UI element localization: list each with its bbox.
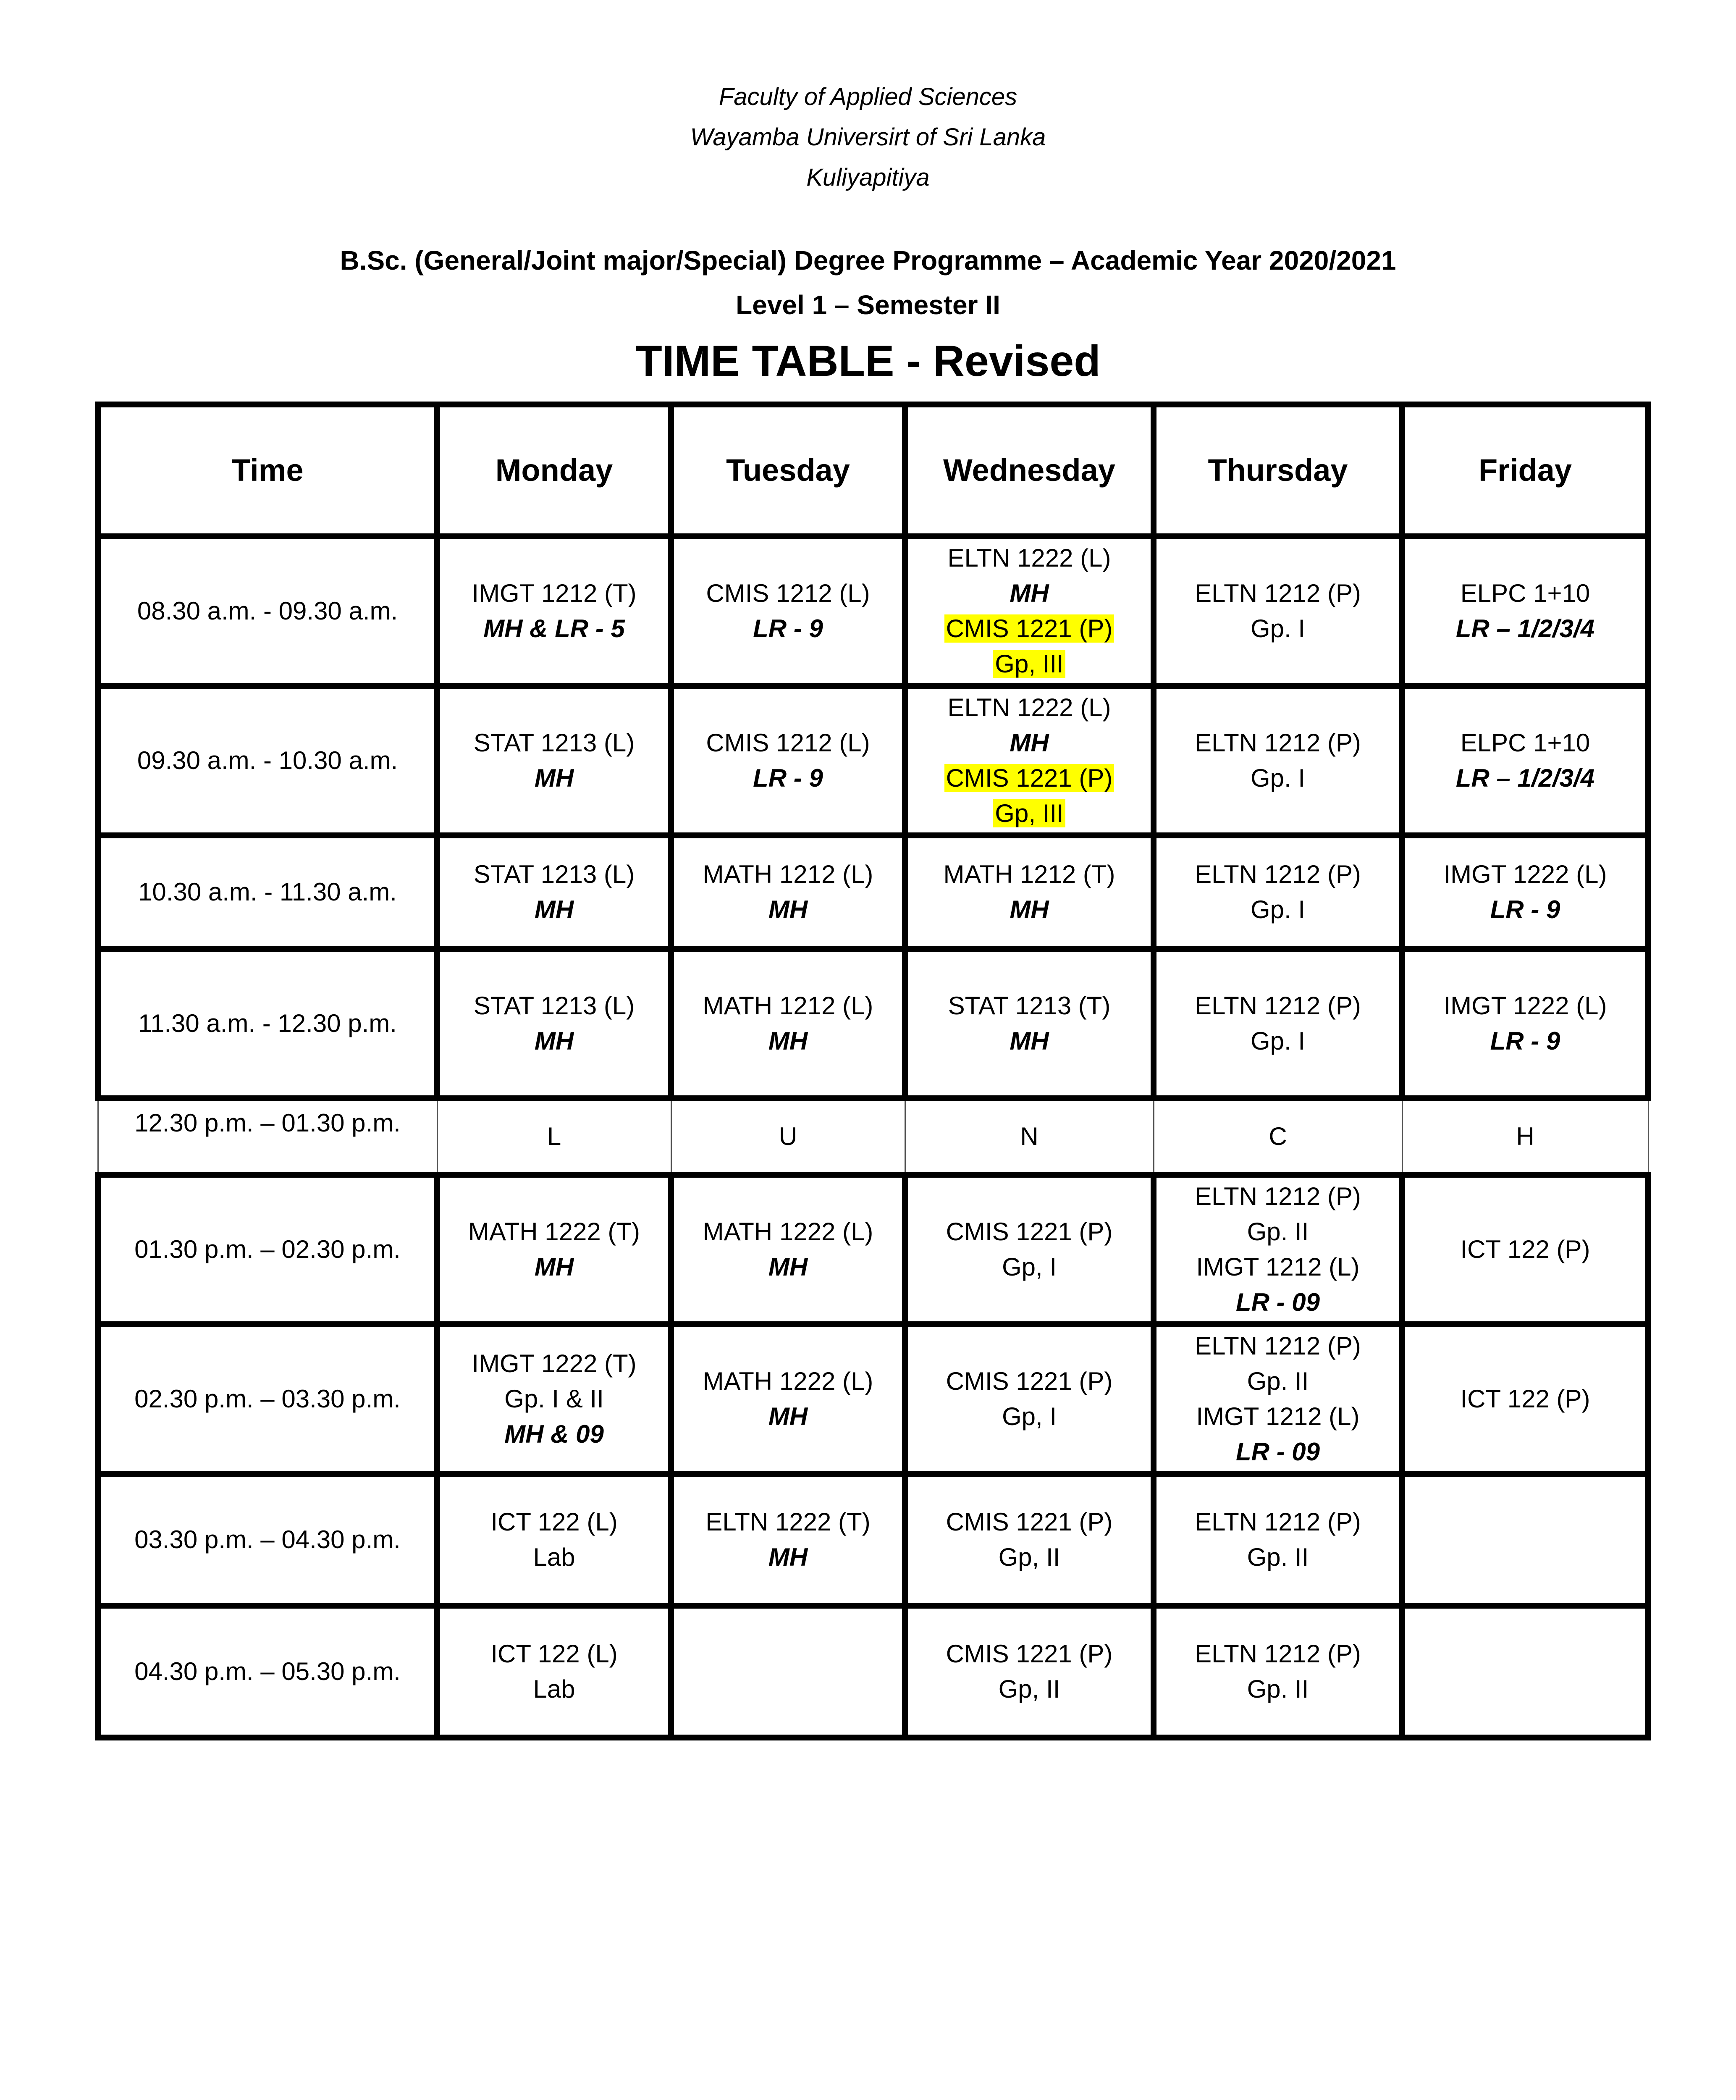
class-cell-wednesday: [905, 1324, 1154, 1474]
lunch-letter: U: [671, 1098, 905, 1175]
class-cell-monday: [437, 835, 671, 949]
column-header-time: Time: [98, 404, 437, 536]
room-label: MH: [768, 1402, 808, 1431]
room-label: MH: [534, 1027, 574, 1055]
class-cell-thursday: [1154, 1324, 1402, 1474]
course-line: IMGT 1212 (L): [1196, 1402, 1360, 1431]
lunch-time-slot: 12.30 p.m. – 01.30 p.m.: [98, 1098, 437, 1175]
course-line: ICT 122 (P): [1460, 1385, 1590, 1413]
course-line: ELTN 1212 (P): [1195, 992, 1361, 1020]
class-cell-wednesday: [905, 1175, 1154, 1324]
class-cell-thursday: [1154, 1606, 1402, 1738]
class-cell-tuesday: [671, 1474, 905, 1606]
column-header-monday: Monday: [437, 404, 671, 536]
room-label: MH: [1010, 579, 1049, 607]
course-line: Lab: [533, 1543, 575, 1571]
university-name: Wayamba Universirt of Sri Lanka: [690, 123, 1046, 151]
time-slot: 08.30 a.m. - 09.30 a.m.: [98, 536, 437, 686]
course-line: ELTN 1222 (L): [947, 544, 1111, 572]
room-label: LR - 9: [753, 764, 823, 792]
course-line: Gp. I: [1250, 895, 1306, 924]
course-line: IMGT 1222 (L): [1443, 992, 1607, 1020]
course-line: ICT 122 (L): [490, 1508, 618, 1536]
course-line: IMGT 1222 (T): [472, 1349, 637, 1378]
course-line: ELPC 1+10: [1460, 579, 1590, 607]
course-line: CMIS 1212 (L): [706, 579, 870, 607]
class-cell-thursday: [1154, 686, 1402, 835]
time-slot: 04.30 p.m. – 05.30 p.m.: [98, 1606, 437, 1738]
course-line: CMIS 1212 (L): [706, 729, 870, 757]
course-line: Lab: [533, 1675, 575, 1703]
room-label: MH: [1010, 895, 1049, 924]
class-cell-tuesday: [671, 949, 905, 1098]
room-label: MH: [768, 1027, 808, 1055]
class-cell-thursday: [1154, 1474, 1402, 1606]
course-line: STAT 1213 (T): [948, 992, 1111, 1020]
course-line: Gp, II: [998, 1675, 1060, 1703]
course-line: Gp. I: [1250, 614, 1306, 643]
course-line: CMIS 1221 (P): [944, 614, 1115, 643]
class-cell-wednesday: [905, 835, 1154, 949]
room-label: MH & 09: [504, 1420, 604, 1448]
course-line: STAT 1213 (L): [473, 860, 635, 888]
time-slot: 03.30 p.m. – 04.30 p.m.: [98, 1474, 437, 1606]
course-line: ICT 122 (L): [490, 1640, 618, 1668]
course-line: ELTN 1212 (P): [1195, 579, 1361, 607]
course-line: CMIS 1221 (P): [944, 764, 1115, 792]
class-cell-tuesday: [671, 536, 905, 686]
timetable-row: [98, 949, 1648, 1098]
class-cell-monday: [437, 1474, 671, 1606]
class-cell-tuesday: [671, 835, 905, 949]
class-cell-tuesday: [671, 686, 905, 835]
timetable-header-row: [98, 404, 1648, 536]
course-line: Gp. II: [1247, 1218, 1309, 1246]
class-cell-monday: [437, 536, 671, 686]
course-line: Gp. I & II: [504, 1385, 604, 1413]
course-line: ELTN 1212 (P): [1195, 1332, 1361, 1360]
class-cell-thursday: [1154, 1175, 1402, 1324]
faculty-name: Faculty of Applied Sciences: [719, 83, 1017, 110]
course-line: ELTN 1222 (L): [947, 693, 1111, 722]
class-cell-monday: [437, 1606, 671, 1738]
class-cell-monday: [437, 1324, 671, 1474]
class-cell-tuesday: [671, 1175, 905, 1324]
course-line: MATH 1212 (L): [703, 860, 873, 888]
course-line: Gp, III: [993, 799, 1065, 827]
room-label: MH: [534, 764, 574, 792]
course-line: Gp. II: [1247, 1367, 1309, 1395]
column-header-friday: Friday: [1402, 404, 1648, 536]
course-line: MATH 1222 (L): [703, 1367, 873, 1395]
page-title: TIME TABLE - Revised: [635, 337, 1101, 386]
course-line: ICT 122 (P): [1460, 1235, 1590, 1263]
time-slot: 09.30 a.m. - 10.30 a.m.: [98, 686, 437, 835]
timetable-row: [98, 686, 1648, 835]
room-label: LR - 09: [1235, 1288, 1320, 1316]
class-cell-wednesday: [905, 1606, 1154, 1738]
course-line: ELTN 1212 (P): [1195, 1640, 1361, 1668]
class-cell-friday: [1402, 536, 1648, 686]
course-line: Gp. II: [1247, 1543, 1309, 1571]
class-cell-friday: [1402, 1175, 1648, 1324]
class-cell-friday: [1402, 949, 1648, 1098]
class-cell-monday: [437, 949, 671, 1098]
room-label: LR - 09: [1235, 1438, 1320, 1466]
room-label: LR – 1/2/3/4: [1455, 764, 1595, 792]
room-label: LR - 9: [753, 614, 823, 643]
level-semester: Level 1 – Semester II: [736, 290, 1000, 320]
course-line: MATH 1222 (L): [703, 1218, 873, 1246]
class-cell-monday: [437, 1175, 671, 1324]
class-cell-wednesday: [905, 949, 1154, 1098]
lunch-letter: C: [1154, 1098, 1402, 1175]
timetable-row: [98, 1474, 1648, 1606]
class-cell-wednesday: [905, 536, 1154, 686]
room-label: MH: [534, 895, 574, 924]
timetable-row: [98, 1324, 1648, 1474]
course-line: Gp, III: [993, 650, 1065, 678]
lunch-letter: L: [437, 1098, 671, 1175]
course-line: Gp. II: [1247, 1675, 1309, 1703]
course-line: ELTN 1212 (P): [1195, 860, 1361, 888]
course-line: Gp, I: [1002, 1253, 1057, 1281]
course-line: MATH 1212 (L): [703, 992, 873, 1020]
lunch-letter: N: [905, 1098, 1154, 1175]
course-line: CMIS 1221 (P): [946, 1640, 1113, 1668]
class-cell-thursday: [1154, 949, 1402, 1098]
room-label: MH: [768, 895, 808, 924]
timetable-row: [98, 1175, 1648, 1324]
room-label: LR – 1/2/3/4: [1455, 614, 1595, 643]
room-label: MH: [1010, 729, 1049, 757]
column-header-wednesday: Wednesday: [905, 404, 1154, 536]
time-slot: 02.30 p.m. – 03.30 p.m.: [98, 1324, 437, 1474]
course-line: Gp, I: [1002, 1402, 1057, 1431]
course-line: MATH 1222 (T): [468, 1218, 640, 1246]
course-line: IMGT 1212 (T): [472, 579, 637, 607]
class-cell-friday: [1402, 1474, 1648, 1606]
lunch-row: [98, 1098, 1648, 1175]
course-line: CMIS 1221 (P): [946, 1367, 1113, 1395]
location-name: Kuliyapitiya: [806, 164, 930, 191]
class-cell-friday: [1402, 686, 1648, 835]
room-label: MH: [534, 1253, 574, 1281]
timetable-row: [98, 1606, 1648, 1738]
course-line: MATH 1212 (T): [943, 860, 1115, 888]
column-header-thursday: Thursday: [1154, 404, 1402, 536]
course-line: IMGT 1222 (L): [1443, 860, 1607, 888]
class-cell-friday: [1402, 1606, 1648, 1738]
programme-title: B.Sc. (General/Joint major/Special) Degree Programme – Academic Year 2020/2021: [340, 245, 1396, 276]
class-cell-monday: [437, 686, 671, 835]
course-line: CMIS 1221 (P): [946, 1218, 1113, 1246]
time-slot: 01.30 p.m. – 02.30 p.m.: [98, 1175, 437, 1324]
room-label: MH: [1010, 1027, 1049, 1055]
class-cell-thursday: [1154, 536, 1402, 686]
course-line: Gp. I: [1250, 1027, 1306, 1055]
course-line: ELPC 1+10: [1460, 729, 1590, 757]
class-cell-wednesday: [905, 1474, 1154, 1606]
class-cell-friday: [1402, 835, 1648, 949]
course-line: Gp, II: [998, 1543, 1060, 1571]
timetable-row: [98, 536, 1648, 686]
lunch-letter: H: [1402, 1098, 1648, 1175]
room-label: LR - 9: [1490, 895, 1560, 924]
timetable: [95, 402, 1651, 1740]
time-slot: 10.30 a.m. - 11.30 a.m.: [98, 835, 437, 949]
room-label: LR - 9: [1490, 1027, 1560, 1055]
class-cell-thursday: [1154, 835, 1402, 949]
course-line: CMIS 1221 (P): [946, 1508, 1113, 1536]
time-slot: 11.30 a.m. - 12.30 p.m.: [98, 949, 437, 1098]
column-header-tuesday: Tuesday: [671, 404, 905, 536]
course-line: STAT 1213 (L): [473, 729, 635, 757]
course-line: IMGT 1212 (L): [1196, 1253, 1360, 1281]
class-cell-friday: [1402, 1324, 1648, 1474]
course-line: ELTN 1222 (T): [705, 1508, 871, 1536]
course-line: ELTN 1212 (P): [1195, 1508, 1361, 1536]
room-label: MH: [768, 1543, 808, 1571]
course-line: ELTN 1212 (P): [1195, 1182, 1361, 1210]
timetable-row: [98, 835, 1648, 949]
class-cell-tuesday: [671, 1606, 905, 1738]
course-line: ELTN 1212 (P): [1195, 729, 1361, 757]
class-cell-tuesday: [671, 1324, 905, 1474]
room-label: MH: [768, 1253, 808, 1281]
course-line: Gp. I: [1250, 764, 1306, 792]
course-line: STAT 1213 (L): [473, 992, 635, 1020]
room-label: MH & LR - 5: [483, 614, 625, 643]
class-cell-wednesday: [905, 686, 1154, 835]
